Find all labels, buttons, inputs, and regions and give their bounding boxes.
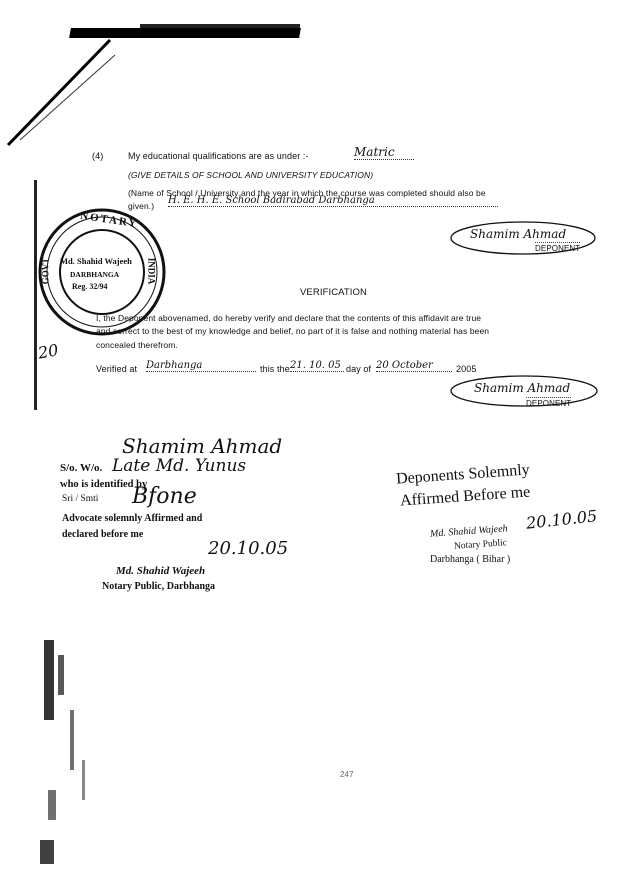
school-handwritten: H. E. H. E. School Badirabad Darbhanga	[168, 195, 498, 207]
verification-body-1: I, the Deponent abovenamed, do hereby verify and declare that the contents of this affidavit are true	[96, 313, 482, 323]
identification-name: Shamim Ahmad	[122, 434, 283, 458]
stamp-place: Darbhanga ( Bihar )	[430, 554, 511, 565]
deponent-signature-1: Shamim Ahmad	[470, 227, 567, 241]
declared-line: declared before me	[62, 529, 144, 540]
qualification-name-note-2: given.)	[128, 201, 155, 211]
seal-reg: Reg. 32/94	[72, 282, 108, 291]
stamp-line-2: Affirmed Before me	[399, 483, 531, 510]
page-number: 247	[340, 770, 354, 779]
qualification-handwritten-value: Matric	[354, 145, 414, 160]
seal-name: Md. Shahid Wajeeh	[60, 256, 132, 266]
deponent-signature-2: Shamim Ahmad	[474, 381, 571, 395]
day-of-value: 20 October	[376, 360, 452, 372]
stamp-notary: Md. Shahid Wajeeh	[429, 523, 508, 540]
seal-right-text: INDIA	[146, 257, 157, 285]
so-label: S/o. W/o.	[60, 462, 103, 474]
identifier-signature: Bfone	[132, 484, 197, 509]
advocate-line: Advocate solemnly Affirmed and	[62, 513, 203, 524]
sri-smti-label: Sri / Smti	[62, 494, 99, 504]
seal-place: DARBHANGA	[70, 270, 120, 279]
stamp-title: Notary Public	[453, 538, 508, 552]
deponent-label-2: DEPONENT	[526, 399, 572, 408]
notary-name: Md. Shahid Wajeeh	[116, 565, 206, 577]
seal-left-text: GOVT	[40, 257, 51, 285]
identified-by-label: who is identified by	[60, 479, 148, 490]
verified-at-place: Darbhanga	[146, 360, 256, 372]
seal-top-text: NOTARY	[79, 209, 140, 231]
verification-body-2: and correct to the best of my knowledge and belief, no part of it is false and nothing material has been	[96, 326, 490, 336]
notary-title: Notary Public, Darbhanga	[102, 581, 216, 592]
this-the-date: 21. 10. 05	[290, 360, 344, 372]
qualification-label: My educational qualifications are as under :-	[128, 151, 309, 161]
stamp-date: 20.10.05	[525, 506, 599, 533]
this-the-label: this the	[260, 364, 290, 374]
qualification-number: (4)	[92, 151, 104, 161]
qualification-instruction: (GIVE DETAILS OF SCHOOL AND UNIVERSITY EDUCATION)	[128, 170, 374, 180]
verified-at-label: Verified at	[96, 364, 138, 374]
identification-date: 20.10.05	[208, 538, 289, 559]
margin-handwritten-mark: 20	[36, 340, 60, 363]
stamp-line-1: Deponents Solemnly	[395, 461, 531, 488]
verification-year: 2005	[456, 364, 477, 374]
qualification-name-note-1: (Name of School / University and the year in which the course was completed should also be	[128, 188, 486, 198]
deponent-label-1: DEPONENT	[535, 244, 581, 253]
father-name: Late Md. Yunus	[112, 456, 247, 476]
verification-heading: VERIFICATION	[300, 287, 367, 298]
day-of-label: day of	[346, 364, 372, 374]
verification-body-3: concealed therefrom.	[96, 340, 178, 350]
